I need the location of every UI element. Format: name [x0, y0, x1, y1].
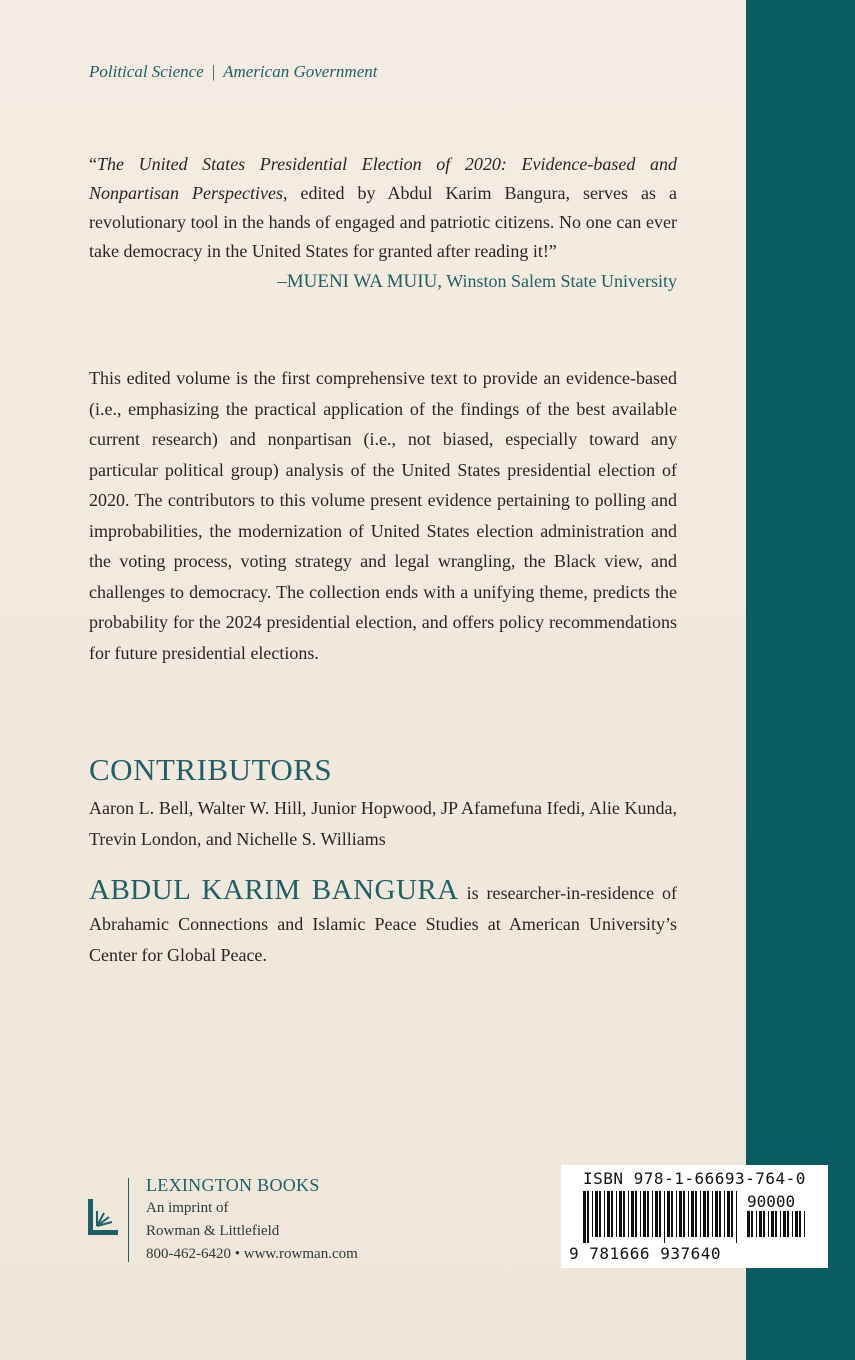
- barcode-bar: [679, 1191, 682, 1237]
- barcode-bar: [691, 1191, 694, 1237]
- barcode-bar: [756, 1211, 757, 1237]
- barcode-bar: [671, 1191, 673, 1237]
- publisher-divider: [128, 1178, 129, 1262]
- barcode-bar: [655, 1191, 658, 1237]
- barcode-bar: [727, 1191, 730, 1237]
- barcode-bar: [804, 1211, 805, 1237]
- quote-open-mark: “: [89, 154, 97, 174]
- barcode-bar: [667, 1191, 670, 1237]
- barcode-bar: [792, 1211, 793, 1237]
- barcode-bar: [775, 1211, 777, 1237]
- category-primary: Political Science: [89, 62, 204, 81]
- barcode-bar: [664, 1191, 665, 1243]
- quoted-book-title: The United States Presidential Election of 2020: Evidence-based and Nonpartisan Perspectives: [89, 154, 677, 203]
- publisher-bullet: •: [234, 1246, 241, 1262]
- barcode-bar: [587, 1191, 589, 1243]
- ean-digits: 9 781666 937640: [569, 1244, 721, 1263]
- barcode-bar: [611, 1191, 613, 1237]
- spine-color-band: [746, 0, 855, 1360]
- barcode-bar: [700, 1191, 701, 1237]
- publisher-contact: [146, 1243, 358, 1266]
- barcode-bar: [631, 1191, 634, 1237]
- barcode-bar: [623, 1191, 625, 1237]
- contributors-heading: CONTRIBUTORS: [89, 752, 333, 787]
- author-name: ABDUL KARIM BANGURA: [89, 874, 459, 906]
- barcode-bar: [724, 1191, 725, 1237]
- barcode-bar: [763, 1211, 765, 1237]
- category-separator: |: [211, 62, 216, 81]
- endorsement-attribution: [277, 271, 677, 293]
- barcode-bar: [715, 1191, 718, 1237]
- publisher-parent: Rowman & Littlefield: [146, 1223, 280, 1239]
- price-code: 90000: [747, 1192, 796, 1211]
- barcode-bar: [719, 1191, 721, 1237]
- ean-barcode-bars: [583, 1191, 741, 1243]
- barcode-bar: [604, 1191, 605, 1237]
- publisher-info: [146, 1173, 358, 1266]
- barcode-bar: [780, 1211, 781, 1237]
- publisher-phone: 800-462-6420: [146, 1246, 231, 1262]
- endorsement-quote: [89, 150, 677, 266]
- barcode-bar: [731, 1191, 733, 1237]
- barcode-bar: [676, 1191, 677, 1237]
- barcode-bar: [599, 1191, 601, 1237]
- quote-body: , edited by Abdul Karim Bangura, serves as a revolutionary tool in the hands of engaged and patriotic citizens. No one can ever take democracy in the United States for granted after reading it!”: [89, 183, 677, 261]
- barcode-bar: [688, 1191, 689, 1237]
- barcode-bar: [652, 1191, 653, 1237]
- endorser-affiliation: Winston Salem State University: [446, 271, 677, 291]
- barcode-bar: [635, 1191, 637, 1237]
- barcode-bar: [707, 1191, 709, 1237]
- barcode-bar: [799, 1211, 801, 1237]
- barcode-bar: [771, 1211, 774, 1237]
- barcode-bar: [795, 1211, 798, 1237]
- subject-category: [89, 62, 377, 82]
- lexington-l-sunburst-icon: [86, 1197, 120, 1237]
- barcode-bar: [647, 1191, 649, 1237]
- barcode-bar: [628, 1191, 629, 1237]
- barcode-bar: [592, 1191, 593, 1237]
- barcode-bar: [607, 1191, 610, 1237]
- barcode-bar: [595, 1191, 598, 1237]
- barcode-bar: [768, 1211, 769, 1237]
- publisher-imprint-line: An imprint of: [146, 1200, 229, 1216]
- contributors-list: Aaron L. Bell, Walter W. Hill, Junior Hopwood, JP Afamefuna Ifedi, Alie Kunda, Trevin London, and Nichelle S. Williams: [89, 798, 677, 849]
- barcode-bar: [751, 1211, 753, 1237]
- barcode-bar: [759, 1211, 762, 1237]
- category-secondary: American Government: [223, 62, 378, 81]
- barcode-bar: [643, 1191, 646, 1237]
- barcode-bar: [683, 1191, 685, 1237]
- publisher-name: LEXINGTON BOOKS: [146, 1175, 320, 1195]
- barcode-bar: [616, 1191, 617, 1237]
- isbn-label: ISBN 978-1-66693-764-0: [583, 1169, 806, 1188]
- barcode-bar: [695, 1191, 697, 1237]
- barcode-bar: [712, 1191, 713, 1237]
- author-bio-text: is researcher-in-residence of Abrahamic Connections and Islamic Peace Studies at American University’s Center for Global Peace.: [89, 883, 677, 965]
- author-bio: [89, 875, 677, 971]
- isbn-barcode: [561, 1165, 828, 1268]
- barcode-bar: [640, 1191, 641, 1237]
- barcode-bar: [747, 1211, 750, 1237]
- barcode-bar: [783, 1211, 786, 1237]
- barcode-bar: [736, 1191, 737, 1243]
- endorser-name: –MUENI WA MUIU,: [277, 271, 443, 292]
- barcode-bar: [619, 1191, 622, 1237]
- barcode-bar: [583, 1191, 586, 1243]
- barcode-bar: [787, 1211, 789, 1237]
- addon-barcode-bars: [747, 1211, 807, 1243]
- publisher-website: www.rowman.com: [243, 1246, 358, 1262]
- book-description: This edited volume is the first comprehensive text to provide an evidence-based (i.e., emphasizing the practical application of the findings of the best available current research) and nonpartisan (i.e., not biased, especially toward any particular political group) analysis of the United States presidential election of 2020. The contributors to this volume present evidence pertaining to polling and improbabilities, the modernization of United States election administration and the voting process, voting strategy and legal wrangling, the Black view, and challenges to democracy. The collection ends with a unifying theme, predicts the probability for the 2024 presidential election, and offers policy recommendations for future presidential elections.: [89, 368, 677, 663]
- barcode-bar: [703, 1191, 706, 1237]
- barcode-bar: [659, 1191, 661, 1237]
